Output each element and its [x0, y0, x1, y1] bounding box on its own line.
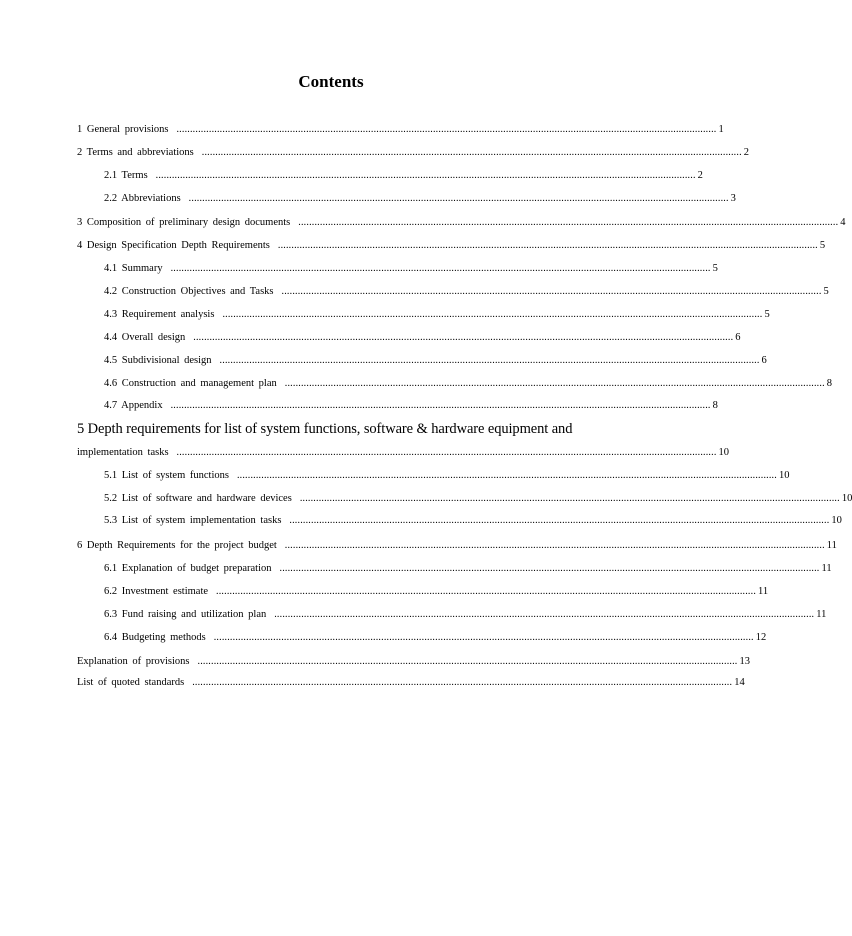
- toc-entry-title: Explanation of provisions: [77, 656, 190, 667]
- dot-leader: ........................................................................................................................................................................................................: [289, 515, 830, 526]
- toc-entry-5-2[interactable]: [104, 492, 852, 506]
- dot-leader: ........................................................................................................................................................................................................: [193, 332, 734, 343]
- dot-leader: ........................................................................................................................................................................................................: [197, 656, 738, 667]
- dot-leader: ........................................................................................................................................................................................................: [188, 193, 729, 204]
- dot-leader: ........................................................................................................................................................................................................: [219, 355, 760, 366]
- toc-page-number: 11: [758, 586, 769, 597]
- dot-leader: ........................................................................................................................................................................................................: [284, 378, 825, 389]
- toc-entry-title: List of quoted standards: [77, 677, 185, 688]
- toc-page-number: 12: [755, 632, 767, 643]
- toc-entry-5[interactable]: [77, 446, 730, 460]
- toc-entry-title: 2 Terms and abbreviations: [77, 147, 194, 158]
- toc-page-number: 5: [764, 309, 770, 320]
- toc-entry-title: 4.1 Summary: [104, 263, 163, 274]
- toc-entry-4-4[interactable]: [104, 331, 741, 345]
- toc-entry-title: 4.4 Overall design: [104, 332, 186, 343]
- toc-page-number: 2: [743, 147, 750, 158]
- dot-leader: ........................................................................................................................................................................................................: [192, 677, 733, 688]
- toc-page-number: 8: [712, 400, 718, 411]
- toc-entry-title: 6.4 Budgeting methods: [104, 632, 206, 643]
- dot-leader: ........................................................................................................................................................................................................: [298, 217, 839, 228]
- toc-entry-title: 4.2 Construction Objectives and Tasks: [104, 286, 274, 297]
- dot-leader: ........................................................................................................................................................................................................: [281, 286, 822, 297]
- toc-entry-title: 3 Composition of preliminary design documents: [77, 217, 291, 228]
- toc-entry-title: 6.2 Investment estimate: [104, 586, 209, 597]
- toc-entry-4-2[interactable]: [104, 285, 829, 299]
- toc-entry-6-3[interactable]: [104, 608, 827, 622]
- toc-page-number: 11: [821, 563, 832, 574]
- toc-page-number: 5: [712, 263, 718, 274]
- toc-page-number: 2: [697, 170, 703, 181]
- toc-entry-6-1[interactable]: [104, 562, 832, 576]
- toc-entry-title: 5.3 List of system implementation tasks: [104, 515, 282, 526]
- toc-page-number: 11: [826, 540, 837, 551]
- toc-page-number: 1: [718, 124, 724, 135]
- toc-entry-4-1[interactable]: [104, 262, 718, 276]
- dot-leader: ........................................................................................................................................................................................................: [284, 540, 825, 551]
- toc-entry-title: 6.3 Fund raising and utilization plan: [104, 609, 267, 620]
- toc-entry-title: 6.1 Explanation of budget preparation: [104, 563, 272, 574]
- toc-page-number: 10: [718, 447, 730, 458]
- toc-entry-6-2[interactable]: [104, 585, 769, 599]
- dot-leader: ........................................................................................................................................................................................................: [279, 563, 820, 574]
- toc-page-number: 10: [831, 515, 842, 526]
- dot-leader: ........................................................................................................................................................................................................: [216, 586, 757, 597]
- toc-entry-3[interactable]: [77, 216, 846, 230]
- toc-entry-5-3[interactable]: [104, 514, 842, 528]
- toc-entry-title: 5.1 List of system functions: [104, 470, 229, 481]
- toc-page-number: 10: [778, 470, 790, 481]
- toc-page-number: 3: [730, 193, 736, 204]
- toc-page-number: 6: [761, 355, 767, 366]
- dot-leader: ........................................................................................................................................................................................................: [170, 400, 711, 411]
- toc-page-number: 6: [735, 332, 741, 343]
- toc-entry-5-1[interactable]: [104, 469, 790, 483]
- dot-leader: ........................................................................................................................................................................................................: [170, 263, 711, 274]
- toc-entry-title: 5.2 List of software and hardware devices: [104, 493, 292, 504]
- dot-leader: ........................................................................................................................................................................................................: [299, 493, 840, 504]
- toc-entry-2[interactable]: [77, 146, 750, 160]
- dot-leader: ........................................................................................................................................................................................................: [213, 632, 754, 643]
- toc-entry-title: 6 Depth Requirements for the project budget: [77, 540, 277, 551]
- dot-leader: ........................................................................................................................................................................................................: [277, 240, 818, 251]
- toc-entry-4-5[interactable]: [104, 354, 767, 368]
- toc-entry-title: 4.6 Construction and management plan: [104, 378, 277, 389]
- toc-page-number: 5: [823, 286, 829, 297]
- dot-leader: ........................................................................................................................................................................................................: [155, 170, 696, 181]
- toc-page-number: 13: [739, 656, 750, 667]
- toc-entry-2-1[interactable]: [104, 169, 703, 183]
- toc-entry-title: implementation tasks: [77, 447, 169, 458]
- dot-leader: ........................................................................................................................................................................................................: [236, 470, 777, 481]
- toc-page-number: 8: [826, 378, 833, 389]
- toc-entry-title: 4 Design Specification Depth Requirements: [77, 240, 270, 251]
- dot-leader: ........................................................................................................................................................................................................: [176, 124, 717, 135]
- toc-entry-title: 2.2 Abbreviations: [104, 193, 181, 204]
- toc-entry-title: 2.1 Terms: [104, 170, 148, 181]
- toc-entry-4-6[interactable]: [104, 377, 833, 391]
- dot-leader: ........................................................................................................................................................................................................: [176, 447, 717, 458]
- toc-page-number: 14: [734, 677, 745, 688]
- toc-entry-2-2[interactable]: [104, 192, 736, 206]
- toc-entry-6-4[interactable]: [104, 631, 767, 645]
- page-title: Contents: [298, 72, 364, 91]
- toc-entry-4-7[interactable]: [104, 399, 718, 413]
- toc-entry-5-heading[interactable]: 5 Depth requirements for list of system functions, software & hardware equipment and: [77, 421, 573, 437]
- toc-entry-standards[interactable]: [77, 676, 745, 690]
- toc-entry-title: 4.7 Appendix: [104, 400, 163, 411]
- toc-page-number: 5: [819, 240, 826, 251]
- dot-leader: ........................................................................................................................................................................................................: [222, 309, 763, 320]
- toc-page-number: 11: [816, 609, 827, 620]
- toc-page-number: 4: [840, 217, 846, 228]
- toc-entry-title: 4.5 Subdivisional design: [104, 355, 212, 366]
- dot-leader: ........................................................................................................................................................................................................: [274, 609, 815, 620]
- toc-entry-explanation[interactable]: [77, 655, 750, 669]
- toc-entry-6[interactable]: [77, 539, 837, 553]
- toc-entry-title: 1 General provisions: [77, 124, 169, 135]
- toc-entry-1[interactable]: [77, 123, 724, 137]
- toc-entry-4-3[interactable]: [104, 308, 770, 322]
- dot-leader: ........................................................................................................................................................................................................: [201, 147, 742, 158]
- toc-page-number: 10: [841, 493, 852, 504]
- toc-entry-title: 4.3 Requirement analysis: [104, 309, 215, 320]
- toc-entry-4[interactable]: [77, 239, 826, 253]
